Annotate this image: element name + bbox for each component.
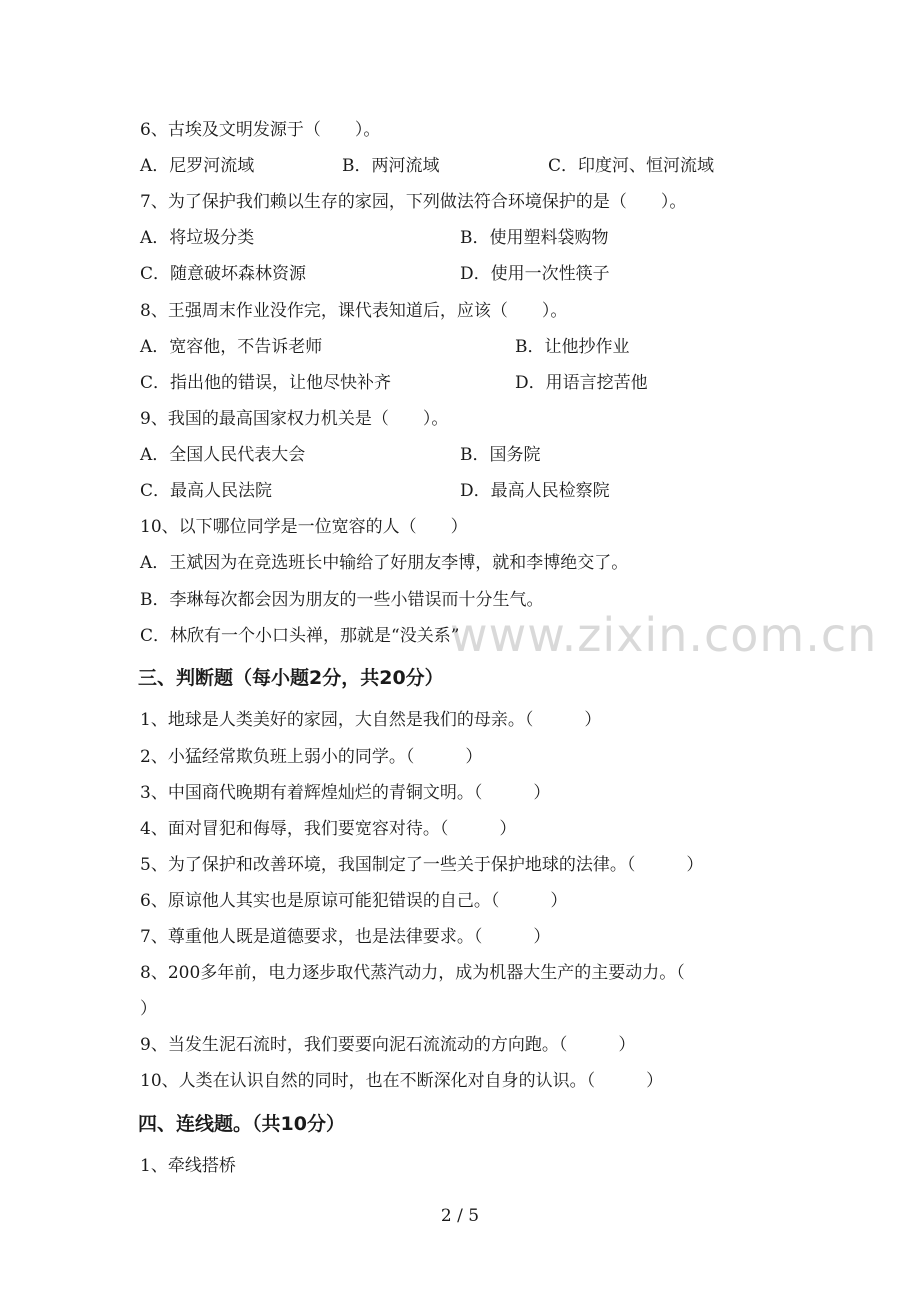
- question-6: 6、古埃及文明发源于（ ）。: [140, 120, 381, 140]
- option-9d: D．最高人民检察院: [460, 481, 610, 501]
- option-7a: A．将垃圾分类: [140, 228, 255, 248]
- option-9b: B．国务院: [460, 445, 541, 465]
- judge-item-6: 6、原谅他人其实也是原谅可能犯错误的自己。（ ）: [140, 891, 568, 911]
- question-9: 9、我国的最高国家权力机关是（ ）。: [140, 409, 449, 429]
- question-7: 7、为了保护我们赖以生存的家园，下列做法符合环境保护的是（ ）。: [140, 192, 687, 212]
- option-10b: B．李琳每次都会因为朋友的一些小错误而十分生气。: [140, 590, 544, 610]
- page-number: 2 / 5: [440, 1206, 480, 1226]
- matching-question-1: 1、牵线搭桥: [140, 1156, 236, 1176]
- judge-item-10: 10、人类在认识自然的同时，也在不断深化对自身的认识。（ ）: [140, 1071, 664, 1091]
- watermark: www.zixin.com.cn: [450, 608, 878, 662]
- option-10c: C．林欣有一个小口头禅，那就是“没关系”: [140, 626, 460, 646]
- option-7d: D．使用一次性筷子: [460, 264, 610, 284]
- judge-item-9: 9、当发生泥石流时，我们要要向泥石流流动的方向跑。（ ）: [140, 1035, 636, 1055]
- option-9c: C．最高人民法院: [140, 481, 273, 501]
- judge-item-5: 5、为了保护和改善环境，我国制定了一些关于保护地球的法律。（ ）: [140, 855, 704, 875]
- judge-item-8-cont: ）: [140, 999, 157, 1019]
- option-8a: A．宽容他，不告诉老师: [140, 337, 323, 357]
- section-3-title: 三、判断题（每小题2分，共20分）: [138, 667, 444, 689]
- judge-item-4: 4、面对冒犯和侮辱，我们要宽容对待。（ ）: [140, 819, 517, 839]
- option-8b: B．让他抄作业: [515, 337, 630, 357]
- section-4-title: 四、连线题。（共10分）: [138, 1113, 345, 1135]
- option-6a: A．尼罗河流域: [140, 156, 255, 176]
- judge-item-3: 3、中国商代晚期有着辉煌灿烂的青铜文明。（ ）: [140, 783, 551, 803]
- judge-item-1: 1、地球是人类美好的家园，大自然是我们的母亲。（ ）: [140, 710, 602, 730]
- option-6b: B．两河流域: [342, 156, 440, 176]
- judge-item-7: 7、尊重他人既是道德要求，也是法律要求。（ ）: [140, 927, 551, 947]
- judge-item-2: 2、小猛经常欺负班上弱小的同学。（ ）: [140, 747, 483, 767]
- option-7c: C．随意破坏森林资源: [140, 264, 307, 284]
- option-7b: B．使用塑料袋购物: [460, 228, 609, 248]
- option-10a: A．王斌因为在竞选班长中输给了好朋友李博，就和李博绝交了。: [140, 553, 629, 573]
- judge-item-8: 8、200多年前，电力逐步取代蒸汽动力，成为机器大生产的主要动力。（: [140, 963, 685, 983]
- option-8d: D．用语言挖苦他: [515, 373, 648, 393]
- option-6c: C．印度河、恒河流域: [548, 156, 715, 176]
- question-10: 10、以下哪位同学是一位宽容的人（ ）: [140, 517, 468, 537]
- question-8: 8、王强周末作业没作完，课代表知道后，应该（ ）。: [140, 301, 568, 321]
- option-9a: A．全国人民代表大会: [140, 445, 306, 465]
- option-8c: C．指出他的错误，让他尽快补齐: [140, 373, 392, 393]
